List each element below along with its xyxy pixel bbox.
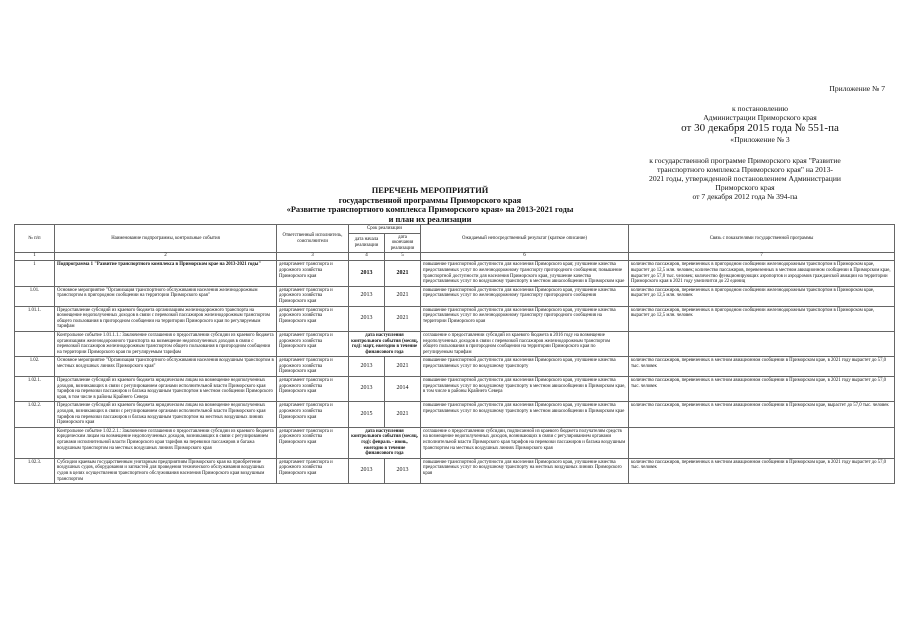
header-terms: Срок реализации xyxy=(349,225,421,234)
appendix-number: Приложение № 7 xyxy=(829,84,885,93)
row-end-year: 2021 xyxy=(385,261,421,286)
table-body xyxy=(15,261,895,484)
row-link xyxy=(629,331,895,356)
row-executor: департамент транспорта и дорожного хозяйства Приморского края xyxy=(277,402,349,427)
row-result: повышение транспортной доступности для населения Приморского края, улучшение качества предоставляемых услуг по воздушному транспорту на местных воздушных линиях Приморского края xyxy=(421,458,629,483)
column-number: 1 xyxy=(15,253,55,261)
row-link: количество пассажиров, перевезенных в пригородном сообщении железнодорожным транспортом в Приморском крае, вырастет до 12,5 млн. человек xyxy=(629,306,895,331)
row-executor: департамент транспорта и дорожного хозяйства Приморского края xyxy=(277,427,349,458)
measures-table xyxy=(14,224,895,484)
row-end-year: 2021 xyxy=(385,402,421,427)
document-title xyxy=(250,186,610,224)
header-num: № п/п xyxy=(15,225,55,253)
row-result: повышение транспортной доступности для населения Приморского края, улучшение качества предоставляемых услуг по железнодорожному транспорту пригородного сообщения на территории Приморского края xyxy=(421,306,629,331)
row-number: 1.01.1. xyxy=(15,306,55,331)
row-name: Предоставление субсидий из краевого бюджета юридическим лицам на возмещение недополученных доходов, возникающих в связи с регулированием органами исполнительной власти Приморского края тарифов на перевозки пассажиров и багажа воздушным транспортом в местном сообщении Приморского края, в том числе в районы Крайнего Севера xyxy=(55,377,277,402)
row-link: количество пассажиров, перевезенных в местном авиационном сообщении в Приморском крае, в 2021 году вырастет до 57,0 тыс. человек xyxy=(629,357,895,377)
table-row xyxy=(15,261,895,286)
row-name: Основное мероприятие "Организация транспортного обслуживания населения воздушным транспортом в местных воздушных линиях Приморского края" xyxy=(55,357,277,377)
row-link: количество пассажиров, перевезенных в пригородном сообщении железнодорожным транспортом в Приморском крае, вырастет до 12,5 млн. человек xyxy=(629,286,895,306)
row-name: Субсидии краевым государственным унитарным предприятиям Приморского края на приобретение воздушных судов, оборудования и запчастей для проведения технического обслуживания воздушных судов в целях осуществления транспортного обслуживания населения Приморского края воздушным транспортом xyxy=(55,458,277,483)
table-row xyxy=(15,331,895,356)
row-executor: департамент транспорта и дорожного хозяйства Приморского края xyxy=(277,377,349,402)
table-row xyxy=(15,458,895,483)
program-line-5: от 7 декабря 2012 года № 394-па xyxy=(692,192,798,201)
row-start-year: 2013 xyxy=(349,286,385,306)
column-number: 5 xyxy=(385,253,421,261)
title-line-2: государственной программы Приморского края xyxy=(338,195,522,205)
program-line-1: к государственной программе Приморского края "Развитие xyxy=(649,156,841,165)
row-name: Предоставление субсидий из краевого бюджета юридическим лицам на возмещение недополученных доходов, возникающих в связи с регулированием органами исполнительной власти Приморского края тарифов на перевозки пассажиров и багажа воздушным транспортом на местных воздушных линиях Приморского края xyxy=(55,402,277,427)
resolution-date: от 30 декабря 2015 года № 551-па xyxy=(681,122,839,134)
column-number: 6 xyxy=(421,253,629,261)
row-result: повышение транспортной доступности для населения Приморского края, улучшение качества предоставляемых услуг по железнодорожному транспорту пригородного сообщения xyxy=(421,286,629,306)
table-row xyxy=(15,402,895,427)
row-event-date: дата наступления контрольного события (месяц, год): февраль - июнь, ежегодно в течение финансового года xyxy=(349,427,421,458)
row-number: 1.02.1. xyxy=(15,377,55,402)
table-row xyxy=(15,357,895,377)
row-link xyxy=(629,427,895,458)
column-number: 3 xyxy=(277,253,349,261)
appendix3-line: «Приложение № 3 xyxy=(730,135,790,144)
row-link: количество пассажиров, перевезенных в местном авиационном сообщении в Приморском крае, в 2021 году вырастет до 57,0 тыс. человек xyxy=(629,377,895,402)
row-end-year: 2013 xyxy=(385,458,421,483)
row-event-date: дата наступления контрольного события (месяц, год): март, ежегодно в течение финансового года xyxy=(349,331,421,356)
row-name: Подпрограмма 1 "Развитие транспортного комплекса в Приморском крае на 2013-2021 годы" xyxy=(55,261,277,286)
row-end-year: 2021 xyxy=(385,357,421,377)
header-executor: Ответственный исполнитель, соисполнители xyxy=(277,225,349,253)
header-link: Связь с показателями государственной программы xyxy=(629,225,895,253)
row-number xyxy=(15,427,55,458)
row-link: количество пассажиров, перевезенных в местном авиационном сообщении в Приморском крае, в 2021 году вырастет до 57,0 тыс. человек xyxy=(629,458,895,483)
row-executor: департамент транспорта и дорожного хозяйства Приморского края xyxy=(277,286,349,306)
row-number xyxy=(15,331,55,356)
header-result: Ожидаемый непосредственный результат (краткое описание) xyxy=(421,225,629,253)
row-executor: департамент транспорта и дорожного хозяйства Приморского края xyxy=(277,261,349,286)
row-end-year: 2014 xyxy=(385,377,421,402)
administration-line: Администрации Приморского края xyxy=(703,113,817,122)
title-line-3: «Развитие транспортного комплекса Приморского края» на 2013-2021 годы xyxy=(286,205,574,215)
row-start-year: 2013 xyxy=(349,458,385,483)
column-number: 7 xyxy=(629,253,895,261)
row-number: 1.02.3. xyxy=(15,458,55,483)
row-result: соглашение о предоставлении субсидий из краевого бюджета в 2016 году на возмещение недополученных доходов в связи с перевозкой пассажиров железнодорожным транспортом общего пользования в пригородном сообщении на территории Приморского края по регулируемым тарифам xyxy=(421,331,629,356)
row-end-year: 2021 xyxy=(385,286,421,306)
program-line-2: транспортного комплекса Приморского края" на 2013- xyxy=(657,165,833,174)
header-end: дата окончания реализации xyxy=(385,233,421,253)
table-row xyxy=(15,286,895,306)
row-executor: департамент транспорта и дорожного хозяйства Приморского края xyxy=(277,306,349,331)
row-name: Контрольное событие 1.01.1.1.: Заключение соглашения о предоставлении субсидии из краевого бюджета организациям железнодорожного транспорта на возмещение недополученных доходов в связи с перевозкой пассажиров железнодорожным транспортом общего пользования в пригородном сообщении на территории Приморского края по регулируемым тарифам xyxy=(55,331,277,356)
table-row xyxy=(15,306,895,331)
resolution-line: к постановлению xyxy=(731,104,789,113)
row-number: 1.02. xyxy=(15,357,55,377)
row-result: повышение транспортной доступности для населения Приморского края, улучшение качества предоставляемых услуг по воздушному транспорту в местном авиасообщении в Приморском крае, в том числе в районы Крайнего Севера xyxy=(421,377,629,402)
column-number: 2 xyxy=(55,253,277,261)
program-line-4: Приморского края xyxy=(715,183,775,192)
row-result: повышение транспортной доступности для населения Приморского края; улучшение качества предоставляемых услуг по железнодорожному транспорту пригородного сообщения; повышение транспортной доступности для населения Приморского края, улучшение качества предоставляемых услуг по воздушному транспорту в местном авиасообщении в Приморском крае xyxy=(421,261,629,286)
row-name: Контрольное событие 1.02.2.1.: Заключение соглашения о предоставлении субсидии из краевого бюджета юридическим лицам на возмещение недополученных доходов, возникающих в связи с регулированием органами исполнительной власти Приморского края тарифов на перевозки пассажиров и багажа воздушным транспортом на местных воздушных линиях Приморского края xyxy=(55,427,277,458)
row-link: количество пассажиров, перевезенных в пригородном сообщении железнодорожным транспортом в Приморском крае, вырастет до 12,5 млн. человек; количество пассажиров, перевезенных в местном авиационном сообщении в Приморском крае, вырастет до 57,0 тыс. человек; количество функционирующих аэропортов и аэродромов гражданской авиации на территории Приморского края в 2021 году увеличится до 22 единиц xyxy=(629,261,895,286)
row-result: повышение транспортной доступности для населения Приморского края, улучшение качества предоставляемых услуг по воздушному транспорту в местном авиасообщении в Приморском крае xyxy=(421,402,629,427)
header-start: дата начала реализации xyxy=(349,233,385,253)
table-row xyxy=(15,427,895,458)
program-line-3: 2021 годы, утвержденной постановлением Администрации xyxy=(649,174,841,183)
row-executor: департамент транспорта и дорожного хозяйства Приморского края xyxy=(277,331,349,356)
table-row xyxy=(15,377,895,402)
row-executor: департамент транспорта и дорожного хозяйства Приморского края xyxy=(277,357,349,377)
row-end-year: 2021 xyxy=(385,306,421,331)
row-number: 1.02.2. xyxy=(15,402,55,427)
row-number: 1.01. xyxy=(15,286,55,306)
row-result: повышение транспортной доступности для населения Приморского края, улучшение качества предоставляемых услуг по воздушному транспорту xyxy=(421,357,629,377)
row-start-year: 2013 xyxy=(349,377,385,402)
row-start-year: 2013 xyxy=(349,306,385,331)
row-name: Основное мероприятие "Организация транспортного обслуживания населения железнодорожным транспортом в пригородном сообщении на территории Приморского края" xyxy=(55,286,277,306)
row-start-year: 2015 xyxy=(349,402,385,427)
row-link: количество пассажиров, перевезенных в местном авиационном сообщении в Приморском крае, вырастет до 57,0 тыс. человек xyxy=(629,402,895,427)
row-start-year: 2013 xyxy=(349,261,385,286)
row-number: 1 xyxy=(15,261,55,286)
row-start-year: 2013 xyxy=(349,357,385,377)
row-result: соглашение о предоставлении субсидии, подписанной из краевого бюджета получателям средств на возмещение недополученных доходов, возникающих в связи с регулированием органами исполнительной власти Приморского края тарифов на перевозки пассажиров и багажа воздушным транспортом на местных воздушных линиях Приморского края xyxy=(421,427,629,458)
header-name: Наименование подпрограммы, контрольные события xyxy=(55,225,277,253)
row-name: Предоставление субсидий из краевого бюджета организациям железнодорожного транспорта на возмещение недополученных доходов в связи с перевозкой пассажиров железнодорожным транспортом общего пользования в пригородном сообщении на территории Приморского края по регулируемым тарифам xyxy=(55,306,277,331)
column-number: 4 xyxy=(349,253,385,261)
title-line-4: и план их реализации xyxy=(388,214,472,224)
title-line-1: ПЕРЕЧЕНЬ МЕРОПРИЯТИЙ xyxy=(371,186,489,195)
row-executor: департамент транспорта и дорожного хозяйства Приморского края xyxy=(277,458,349,483)
